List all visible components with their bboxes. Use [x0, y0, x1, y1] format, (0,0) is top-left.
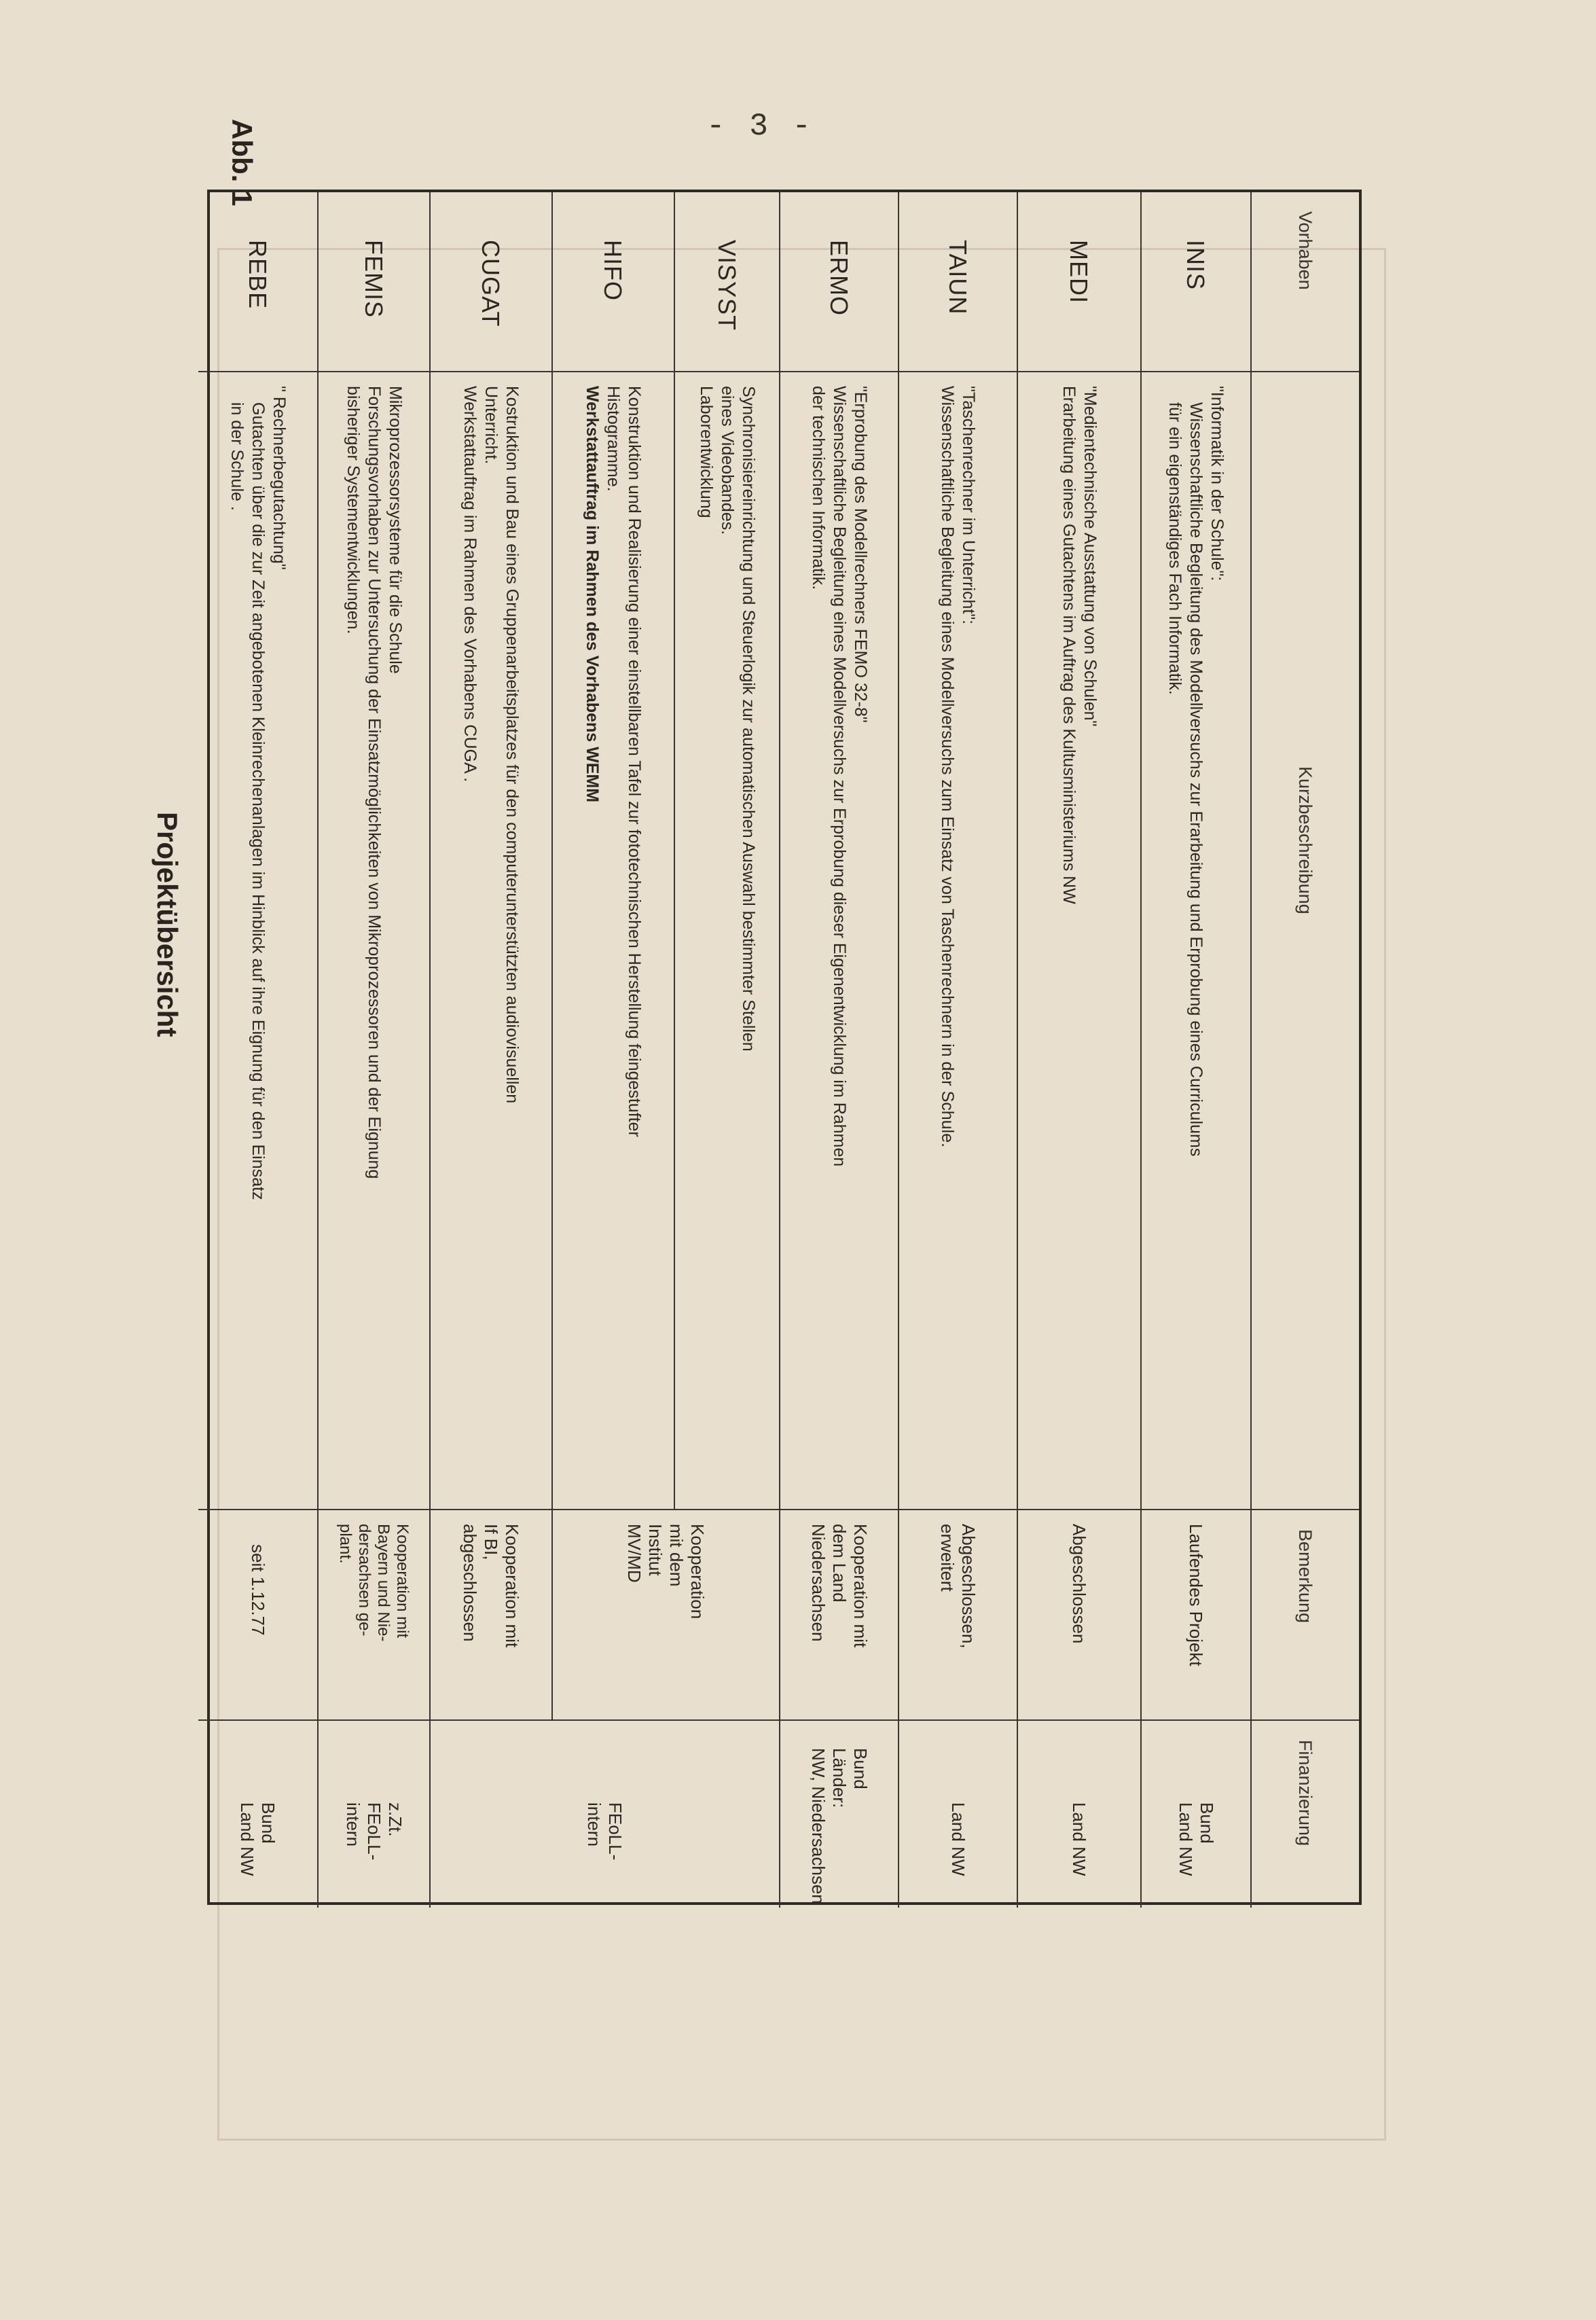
bemerkung-visyst-hifo: [551, 1510, 779, 1721]
bemerkung-line: plant.: [336, 1524, 355, 1564]
bemerkung-inis: [1140, 1510, 1250, 1721]
desc-line: der technischen Informatik.: [809, 386, 828, 590]
bemerkung-line: Kooperation mit: [850, 1524, 871, 1648]
finanzierung-visyst-hifo-cugat: [429, 1721, 779, 1908]
page-number: - 3 -: [706, 109, 814, 144]
desc-line: "Taschenrechner im Unterricht":: [959, 386, 979, 625]
bemerkung-line: Kooperation mit: [393, 1524, 412, 1639]
finanzierung-inis: [1140, 1721, 1250, 1908]
code-cugat: CUGAT: [429, 192, 551, 372]
desc-line: Synchronisiereinrichtung und Steuerlogik zur automatischen Auswahl bestimmter Stellen: [739, 386, 758, 1052]
bemerkung-medi: [1017, 1510, 1140, 1721]
desc-line: Konstruktion und Realisierung einer einstellbaren Tafel zur fototechnischen Herstellung feingestufter: [625, 386, 645, 1137]
rotated-table-block: [151, 119, 1477, 2191]
desc-line: Forschungsvorhaben zur Untersuchung der Einsatzmöglichkeiten von Mikroprozessoren und der Eignung: [365, 386, 384, 1179]
desc-line: Kostruktion und Bau eines Gruppenarbeitsplatzes für den computerunterstützten audiovisuellen: [503, 386, 522, 1104]
desc-ermo: [779, 372, 898, 1510]
header-bemerkung: Bemerkung: [1250, 1510, 1359, 1721]
finanzierung-line: Bund: [850, 1748, 871, 1789]
desc-line: Gutachten über die zur Zeit angebotenen Kleinrechenanlagen im Hinblick auf ihre Eignung für den Einsatz: [249, 402, 268, 1200]
header-vorhaben: Vorhaben: [1250, 192, 1359, 372]
finanzierung-line: FEoLL-: [605, 1802, 626, 1861]
bemerkung-line: seit 1.12.77: [248, 1544, 268, 1636]
desc-line: eines Videobandes.: [718, 386, 737, 535]
desc-line: Histogramme.: [604, 386, 623, 492]
code-medi: MEDI: [1017, 192, 1140, 372]
figure-caption: Abb. 1: [226, 119, 258, 207]
desc-taiun: [898, 372, 1017, 1510]
bemerkung-line: dem Land: [829, 1524, 850, 1603]
finanzierung-line: intern: [584, 1802, 605, 1847]
bemerkung-femis: [317, 1510, 429, 1721]
header-kurzbeschreibung: Kurzbeschreibung: [1250, 372, 1359, 1510]
bemerkung-line: Kooperation: [687, 1524, 708, 1620]
bemerkung-line: Abgeschlossen: [1069, 1524, 1090, 1644]
bemerkung-ermo: [779, 1510, 898, 1721]
desc-inis: [1140, 372, 1250, 1510]
desc-line: Wissenschaftliche Begleitung eines Modellversuchs zum Einsatz von Taschenrechnern in der Schule.: [938, 386, 958, 1147]
bemerkung-line: MV/MD: [624, 1524, 645, 1583]
desc-line: Unterricht.: [482, 386, 501, 465]
finanzierung-line: z.Zt.: [385, 1802, 405, 1837]
desc-line: "Informatik in der Schule":: [1208, 386, 1227, 582]
code-femis: FEMIS: [317, 192, 429, 372]
bemerkung-line: Kooperation mit: [502, 1524, 523, 1648]
bemerkung-line: Abgeschlossen,: [958, 1524, 979, 1649]
desc-cugat: [429, 372, 551, 1510]
finanzierung-medi: [1017, 1721, 1140, 1908]
bemerkung-line: abgeschlossen: [460, 1524, 481, 1642]
desc-line: bisheriger Systementwicklungen.: [344, 386, 363, 635]
project-table: [207, 190, 1362, 1905]
desc-hifo: [551, 372, 674, 1510]
table-title: Projektübersicht: [151, 812, 183, 1037]
finanzierung-rebe: [198, 1721, 317, 1908]
header-finanzierung: Finanzierung: [1250, 1721, 1359, 1908]
desc-line: "Medientechnische Ausstattung von Schulen": [1081, 386, 1100, 727]
desc-line: Laborentwicklung: [697, 386, 716, 518]
finanzierung-femis: [317, 1721, 429, 1908]
desc-line: Werkstattauftrag im Rahmen des Vorhabens WEMM: [583, 386, 602, 803]
finanzierung-line: Bund: [258, 1802, 279, 1844]
desc-visyst: [674, 372, 779, 1510]
bemerkung-line: Bayern und Nie-: [374, 1524, 393, 1642]
bemerkung-line: Niedersachsen: [808, 1524, 829, 1642]
finanzierung-line: FEoLL-: [364, 1802, 384, 1861]
desc-line: Wissenschaftliche Begleitung des Modellversuchs zur Erarbeitung und Erprobung eines Curriculums: [1186, 402, 1206, 1157]
bemerkung-line: If BI,: [481, 1524, 502, 1560]
desc-femis: [317, 372, 429, 1510]
desc-medi: [1017, 372, 1140, 1510]
finanzierung-line: Länder:: [829, 1748, 850, 1808]
code-rebe: REBE: [198, 192, 317, 372]
desc-line: "Erprobung des Modellrechners FEMO 32-8": [851, 386, 870, 723]
finanzierung-line: Land NW: [948, 1802, 968, 1876]
finanzierung-taiun: [898, 1721, 1017, 1908]
bemerkung-cugat: [429, 1510, 551, 1721]
desc-line: " Rechnerbegutachtung": [270, 386, 289, 570]
bemerkung-line: dersachsen ge-: [355, 1524, 374, 1637]
finanzierung-line: Land NW: [1176, 1802, 1196, 1876]
finanzierung-ermo: [779, 1721, 898, 1908]
finanzierung-line: Land NW: [1069, 1802, 1090, 1876]
finanzierung-line: Land NW: [237, 1802, 258, 1876]
desc-line: Erarbeitung eines Gutachtens im Auftrag des Kultusministeriums NW: [1059, 386, 1078, 904]
bemerkung-line: erweitert: [937, 1524, 958, 1592]
code-hifo: HIFO: [551, 192, 674, 372]
finanzierung-line: NW, Niedersachsen: [808, 1748, 829, 1904]
finanzierung-line: intern: [343, 1802, 363, 1847]
desc-rebe: [198, 372, 317, 1510]
code-taiun: TAIUN: [898, 192, 1017, 372]
bemerkung-line: mit dem: [666, 1524, 687, 1587]
desc-line: Wissenschaftliche Begleitung eines Modellversuchs zur Erprobung dieser Eigenentwicklung im Rahmen: [830, 386, 849, 1167]
bemerkung-line: Laufendes Projekt: [1186, 1524, 1207, 1666]
desc-line: in der Schule .: [228, 402, 247, 511]
bemerkung-rebe: [198, 1510, 317, 1721]
desc-line: für ein eigenständiges Fach Informatik.: [1165, 402, 1185, 695]
desc-line: Mikroprozessorsysteme für die Schule: [386, 386, 405, 674]
code-inis: INIS: [1140, 192, 1250, 372]
code-ermo: ERMO: [779, 192, 898, 372]
bemerkung-taiun: [898, 1510, 1017, 1721]
code-visyst: VISYST: [674, 192, 779, 372]
bemerkung-line: Institut: [645, 1524, 666, 1576]
desc-line: Werkstattauftrag im Rahmen des Vorhabens CUGA .: [460, 386, 480, 783]
finanzierung-line: Bund: [1197, 1802, 1217, 1844]
